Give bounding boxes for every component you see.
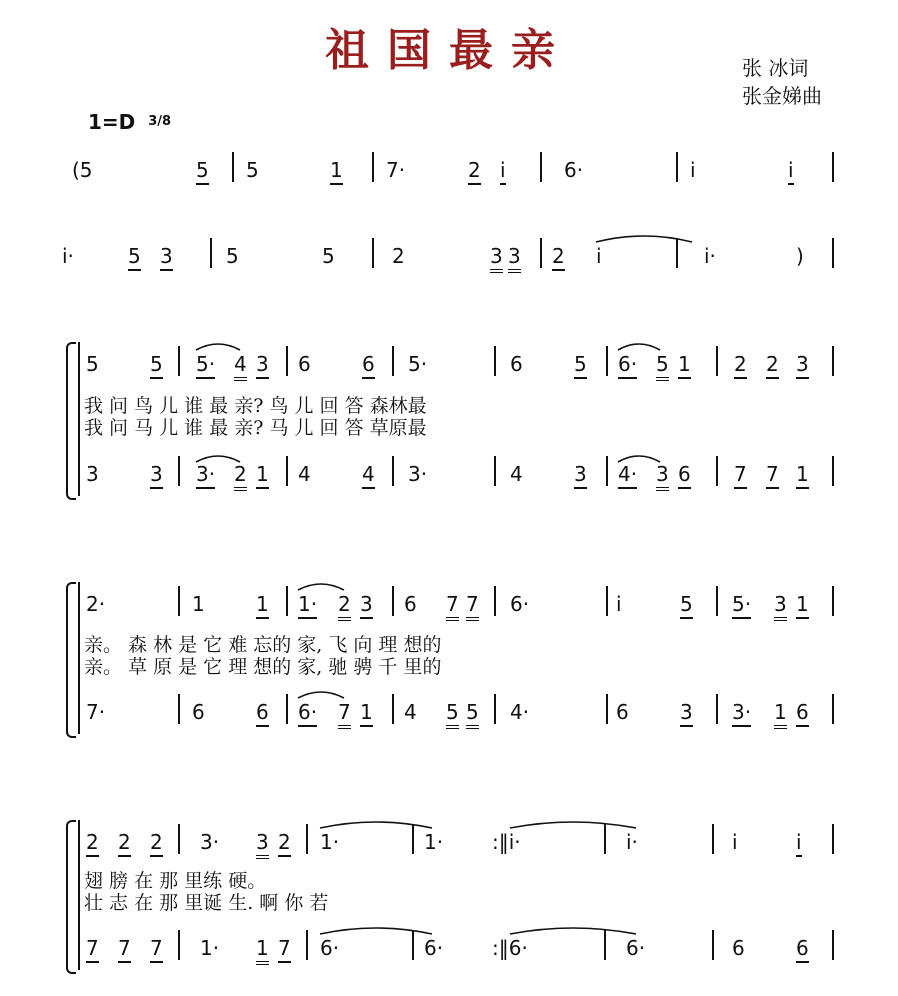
- note: 6·: [626, 936, 646, 960]
- note: 1: [256, 592, 269, 619]
- note: 6·: [510, 592, 530, 616]
- note: 6: [192, 700, 205, 724]
- note: 3: [508, 244, 521, 273]
- note: :‖6·: [492, 936, 528, 960]
- note: 5: [466, 700, 479, 729]
- note: 1: [192, 592, 205, 616]
- note: ): [796, 244, 804, 268]
- note: 7: [118, 936, 131, 963]
- note: 6·: [424, 936, 444, 960]
- tie-arc: [320, 928, 432, 934]
- composer-credit: 张金娣曲: [742, 84, 822, 108]
- note: 5: [196, 158, 209, 185]
- note: 4·: [618, 462, 637, 489]
- tie-arc: [298, 584, 344, 590]
- note: 2: [278, 830, 291, 857]
- note: 5: [246, 158, 259, 182]
- note: 3: [680, 700, 693, 727]
- tie-arc: [196, 344, 240, 350]
- note: 2: [150, 830, 163, 857]
- note: 5: [574, 352, 587, 379]
- lyric-line: 我 问 马 儿 谁 最 亲? 马 儿 回 答 草原最: [84, 417, 427, 439]
- note: 6: [616, 700, 629, 724]
- time-signature: 3/8: [148, 114, 172, 129]
- note: 3: [160, 244, 173, 271]
- note: 2: [552, 244, 565, 271]
- note: 5: [322, 244, 335, 268]
- note: 6·: [618, 352, 637, 379]
- note: 4: [510, 462, 523, 486]
- note: 1·: [200, 936, 220, 960]
- note: 6·: [320, 936, 340, 960]
- note: 7·: [86, 700, 106, 724]
- note: 5·: [732, 592, 751, 619]
- lyric-line: 我 问 鸟 儿 谁 最 亲? 鸟 儿 回 答 森林最: [84, 395, 427, 417]
- tie-arc: [196, 456, 240, 462]
- note: 2: [392, 244, 405, 268]
- note: 6: [678, 462, 691, 489]
- note: 2: [734, 352, 747, 379]
- note: 2·: [86, 592, 106, 616]
- note: 6: [510, 352, 523, 376]
- note: 1: [678, 352, 691, 379]
- note: i·: [62, 244, 74, 268]
- note: 1: [360, 700, 373, 727]
- tie-arc: [510, 928, 636, 934]
- tie-arc: [618, 456, 660, 462]
- note: 1·: [320, 830, 340, 854]
- note: 1: [774, 700, 787, 729]
- note: 3·: [200, 830, 220, 854]
- note: 6·: [298, 700, 317, 727]
- note: 1·: [424, 830, 444, 854]
- note: 2: [86, 830, 99, 857]
- note: 4: [298, 462, 311, 486]
- note: 6·: [564, 158, 584, 182]
- note: 6: [298, 352, 311, 376]
- note: 4: [362, 462, 375, 489]
- note: 2: [468, 158, 481, 185]
- tie-arc: [510, 822, 636, 828]
- note: 3: [256, 352, 269, 379]
- lyricist-credit: 张 冰词: [742, 56, 809, 80]
- note: i·: [626, 830, 638, 854]
- note: 5: [446, 700, 459, 729]
- note: 7: [446, 592, 459, 621]
- note: i·: [704, 244, 716, 268]
- note: 3: [256, 830, 269, 859]
- note: 3: [150, 462, 163, 489]
- note: 1·: [298, 592, 317, 619]
- note: 6: [732, 936, 745, 960]
- note: :‖i·: [492, 830, 521, 854]
- note: 1: [256, 462, 269, 489]
- note: 3: [774, 592, 787, 621]
- note: 6: [362, 352, 375, 379]
- note: 5: [680, 592, 693, 619]
- note: 5: [656, 352, 669, 381]
- note: 7: [734, 462, 747, 489]
- note: 4: [234, 352, 247, 381]
- note: i: [796, 830, 802, 857]
- note: 6: [796, 700, 809, 727]
- note: i: [500, 158, 506, 185]
- note: 3: [86, 462, 99, 486]
- song-title: 祖国最亲: [325, 25, 573, 76]
- lyric-line: 壮 志 在 那 里诞 生. 啊 你 若: [84, 892, 329, 914]
- note: 7: [338, 700, 351, 729]
- note: i: [788, 158, 794, 185]
- note: 4: [404, 700, 417, 724]
- note: 1: [796, 462, 809, 489]
- note: 5: [226, 244, 239, 268]
- note: 3: [360, 592, 373, 619]
- note: 5·: [196, 352, 215, 379]
- note: 6: [796, 936, 809, 963]
- tie-arc: [596, 236, 692, 242]
- note: 1: [796, 592, 809, 619]
- note: 7: [466, 592, 479, 621]
- note: 1: [330, 158, 343, 185]
- note: 3: [574, 462, 587, 489]
- lyric-line: 亲。 森 林 是 它 难 忘的 家, 飞 向 理 想的: [84, 634, 442, 656]
- key-label: 1=D: [88, 110, 136, 134]
- note: 5: [128, 244, 141, 271]
- note: 7: [278, 936, 291, 963]
- lyric-line: 亲。 草 原 是 它 理 想的 家, 驰 骋 千 里的: [84, 656, 442, 678]
- note: 3·: [408, 462, 428, 486]
- note: 6: [256, 700, 269, 727]
- note: 7·: [386, 158, 406, 182]
- note: 3: [656, 462, 669, 491]
- note: 3·: [196, 462, 215, 489]
- note: i: [596, 244, 602, 268]
- note: 2: [234, 462, 247, 491]
- note: 2: [766, 352, 779, 379]
- note: 3·: [732, 700, 751, 727]
- note: 3: [796, 352, 809, 379]
- lyric-line: 翅 膀 在 那 里练 硬。: [84, 870, 267, 892]
- note: 2: [338, 592, 351, 621]
- tie-arc: [298, 692, 344, 698]
- note: 4·: [510, 700, 530, 724]
- note: 5·: [408, 352, 428, 376]
- note: 7: [766, 462, 779, 489]
- note: i: [616, 592, 622, 616]
- tie-arc: [618, 344, 660, 350]
- note: i: [732, 830, 738, 854]
- note: 6: [404, 592, 417, 616]
- note: i: [690, 158, 696, 182]
- note: 5: [86, 352, 99, 376]
- note: 2: [118, 830, 131, 857]
- note: (5: [72, 158, 93, 182]
- note: 7: [86, 936, 99, 963]
- note: 5: [150, 352, 163, 379]
- note: 1: [256, 936, 269, 965]
- note: 7: [150, 936, 163, 963]
- note: 3: [490, 244, 503, 273]
- tie-arc: [320, 822, 432, 828]
